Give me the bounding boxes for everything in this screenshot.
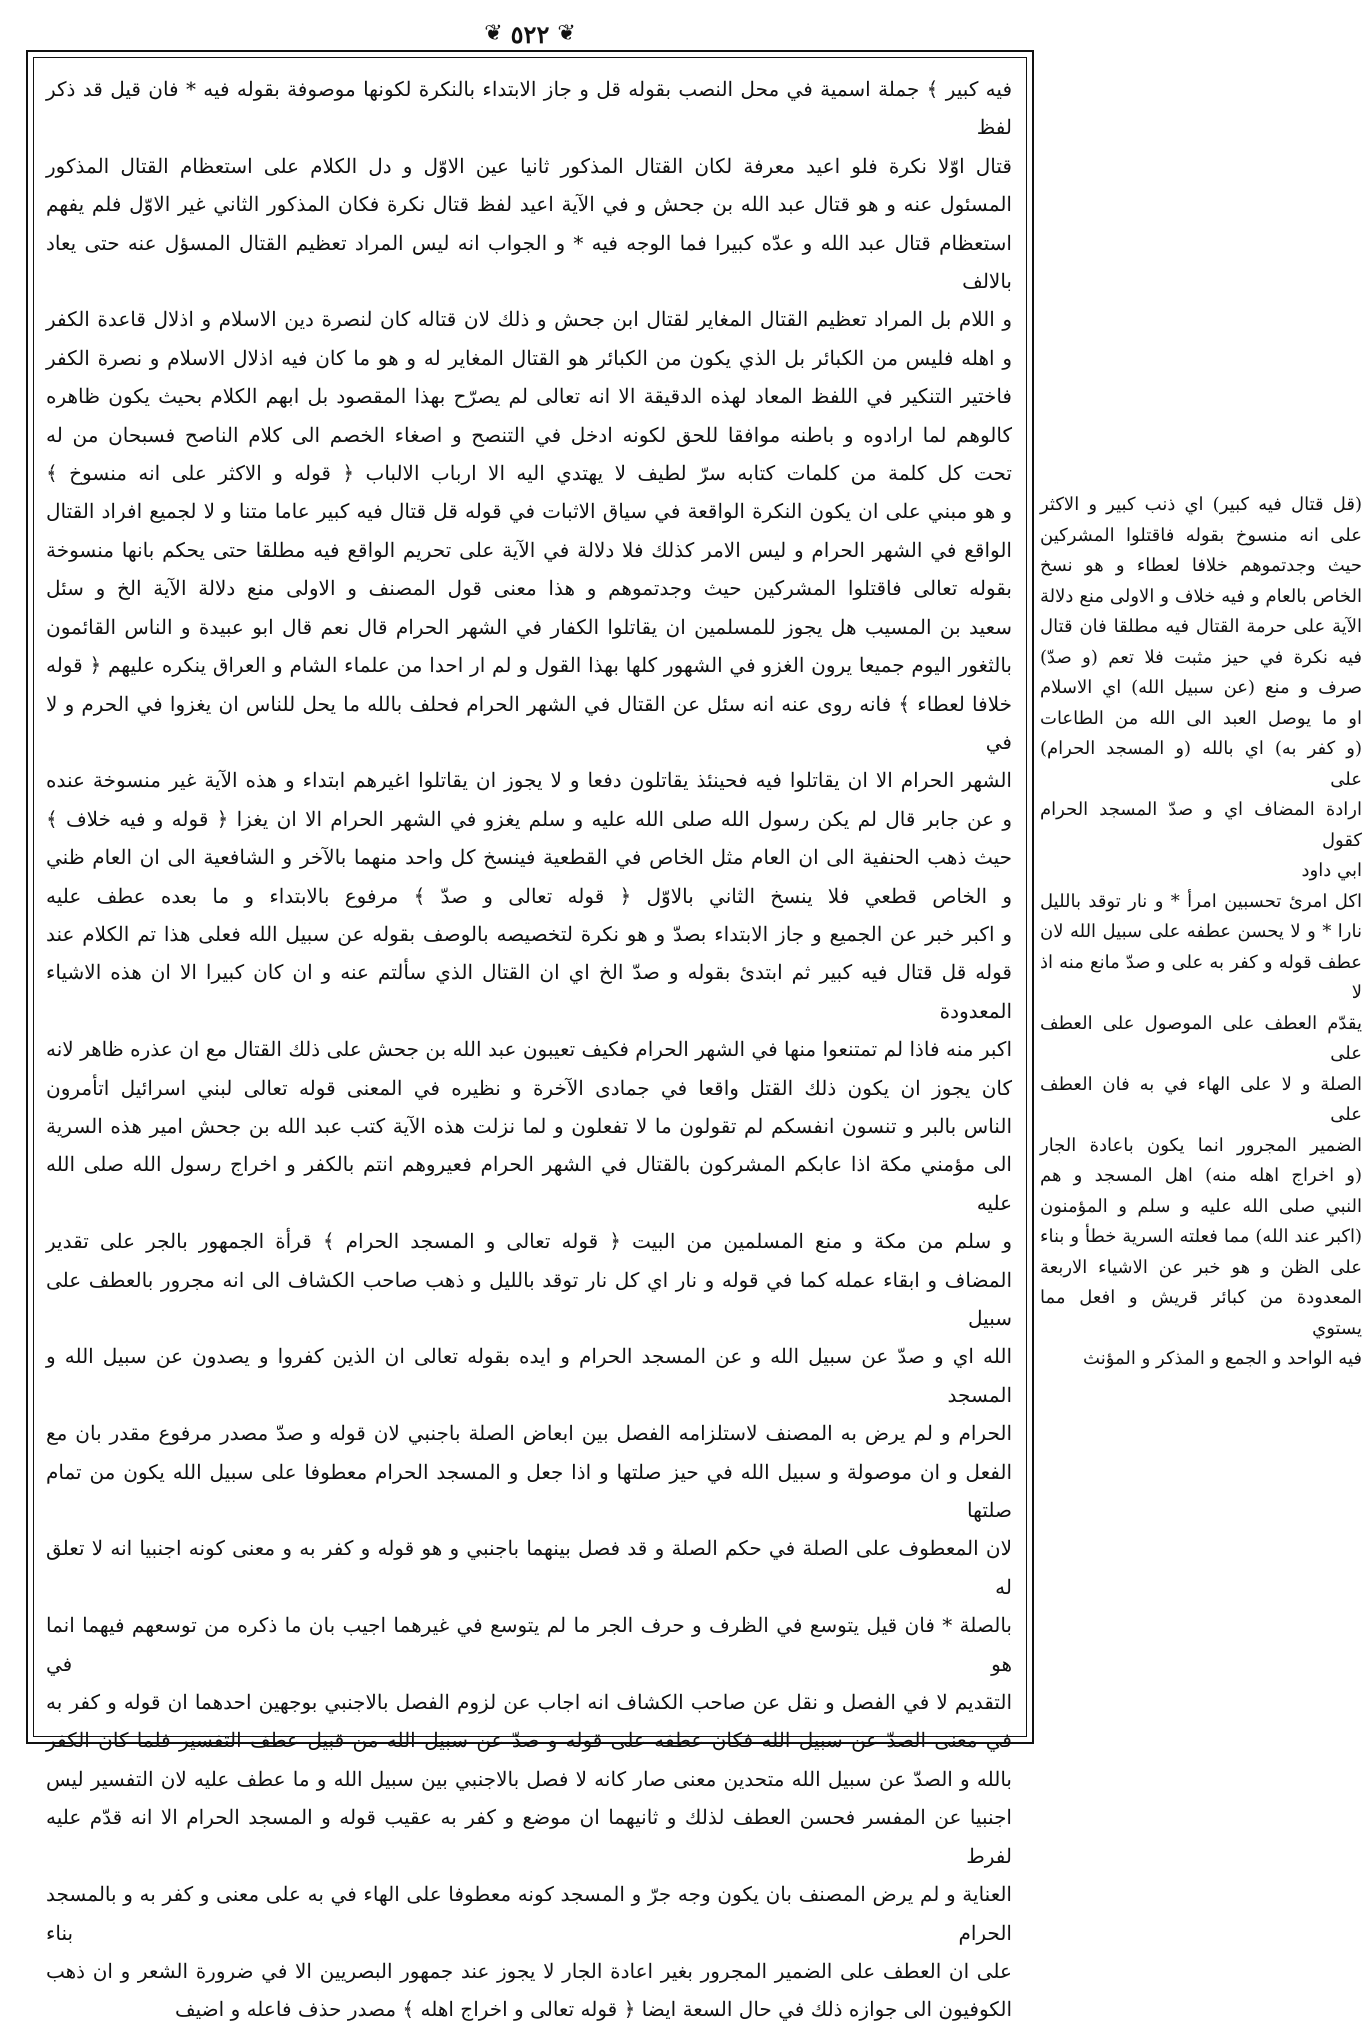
main-text-line: بقوله تعالى فاقتلوا المشركين حيث وجدتموهم و هذا معنى قول المصنف و الاولى منع دلالة الآية الخ و سئل [46,576,1012,601]
side-text-line: (قل قتال فيه كبير) اي ذنب كبير و الاكثر [1040,494,1362,515]
main-text-line: و الخاص قطعي فلا ينسخ الثاني بالاوّل ﴿ قوله تعالى و صدّ ﴾ مرفوع بالابتداء و ما بعده عطف عليه [46,883,1012,908]
side-text-line: فيه نكرة في حيز مثبت فلا تعم (و صدّ) [1040,646,1362,668]
main-text-line: تحت كل كلمة من كلمات كتابه سرّ لطيف لا يهتدي اليه الا ارباب الالباب ﴿ قوله و الاكثر على انه منسوخ ﴾ [46,461,1012,486]
main-text-line: اكبر منه فاذا لم تمتنعوا منها في الشهر الحرام فكيف تعيبون عبد الله بن جحش على ذلك القتال مع ان عذره ظاهر لانه [46,1037,1012,1062]
main-text-line: الحرام و لم يرض به المصنف لاستلزامه الفصل بين ابعاض الصلة باجنبي لان قوله و صدّ مصدر مرفوع مقدر بان مع [46,1421,1012,1446]
main-text-line: بالصلة * فان قيل يتوسع في الظرف و حرف الجر ما لم يتوسع في غيرهما اجيب بان ما ذكره من توسعهم فيهما انما هو في [46,1613,1012,1676]
main-text-line: على ان العطف على الضمير المجرور بغير اعادة الجار لا يجوز عند جمهور البصريين الا في ضرورة الشعر و ان ذهب [46,1958,1012,1983]
main-text-line: و اكبر خبر عن الجميع و جاز الابتداء بصدّ و هو نكرة لتخصيصه بالوصف بقوله عن سبيل الله فعلى هذا تم الكلام عند [46,921,1012,946]
side-text-line: او ما يوصل العبد الى الله من الطاعات [1040,707,1362,729]
side-text-line: ارادة المضاف اي و صدّ المسجد الحرام كقول [1040,799,1362,851]
main-commentary-frame [26,50,1034,2022]
main-text-line: اجنبيا عن المفسر فحسن العطف لذلك و ثانيهما ان موضع و كفر به عقيب قوله و المسجد الحرام الا انه قدّم عليه لفرط [46,1805,1012,1868]
main-text-line: و اللام بل المراد تعظيم القتال المغاير لقتال ابن جحش و ذلك لان قتاله كان لنصرة دين الاسلام و اذلال قاعدة الكفر [46,307,1012,332]
main-text-line: الكوفيون الى جوازه ذلك في حال السعة ايضا ﴿ قوله تعالى و اخراج اهله ﴾ مصدر حذف فاعله و اضيف [174,1997,1012,2022]
main-text-line: لان المعطوف على الصلة في حكم الصلة و قد فصل بينهما باجنبي و هو قوله و كفر به و معنى كونه اجنبيا انه لا تعلق له [46,1536,1012,1599]
side-text-line: عطف قوله و كفر به على و صدّ مانع منه اذ لا [1040,951,1362,1003]
main-text-line: الواقع في الشهر الحرام و ليس الامر كذلك فلا دلالة في الآية على تحريم الواقع فيه مطلقا حتى يحكم بانها منسوخة [46,537,1012,562]
side-text-line: على انه منسوخ بقوله فاقتلوا المشركين [1040,524,1362,546]
side-text-line: حيث وجدتموهم خلافا لعطاء و هو نسخ [1040,555,1362,576]
side-text-line: ابي داود [1301,860,1362,881]
main-text-line: بالثغور اليوم جميعا يرون الغزو في الشهور كلها بهذا القول و لم ار احدا من علماء الشام و العراق ينكره عليهم ﴿ قوله [46,653,1012,678]
side-text-line: نارا * و لا يحسن عطفه على سبيل الله لان [1040,921,1362,942]
side-text-line: اكل امرئ تحسبين امرأ * و نار توقد بالليل [1040,890,1362,912]
main-text-line: فاختير التنكير في اللفظ المعاد لهذه الدقيقة الا انه تعالى لم يصرّح بهذا المقصود بل ابهم الكلام بحيث يكون ظاهره [46,384,1012,409]
side-text-line: الصلة و لا على الهاء في به فان العطف على [1040,1073,1362,1125]
marginal-tafsir-column [1040,490,1362,1369]
main-text-line: قوله قل قتال فيه كبير ثم ابتدئ بقوله و صدّ الخ اي ان القتال الذي سألتم عنه و ان كان كبيرا الا ان هذه الاشياء المعدودة [46,960,1012,1023]
side-text-line: على الظن و هو خبر عن الاشياء الاربعة [1040,1256,1362,1278]
main-text-line: العناية و لم يرض المصنف بان يكون وجه جرّ و المسجد كونه معطوفا على الهاء في به على معنى و كفر به و بالمسجد الحرام بناء [46,1882,1012,1945]
main-text-line: بالله و الصدّ عن سبيل الله متحدين معنى صار كانه لا فصل بالاجنبي بين سبيل الله و ما عطف عليه لان التفسير ليس [46,1766,1012,1791]
main-text-line: كان يجوز ان يكون ذلك القتل واقعا في جمادى الآخرة و نظيره في المعنى قوله تعالى لبني اسرائيل اتأمرون [46,1075,1012,1100]
main-text-line: الشهر الحرام الا ان يقاتلوا فيه فحينئذ يقاتلون دفعا و لا يجوز ان يقاتلوا اغيرهم ابتداء و هذه الآية غير منسوخة عنده [46,768,1012,793]
main-text-line: و هو مبني على ان يكون النكرة الواقعة في سياق الاثبات في قوله قل قتال فيه كبير عاما متنا و لا لجميع افراد القتال [46,499,1012,524]
main-text-line: قتال اوّلا نكرة فلو اعيد معرفة لكان القتال المذكور ثانيا عين الاوّل و دل الكلام على استعظام القتال المذكور [46,153,1012,178]
main-text-line: خلافا لعطاء ﴾ فانه روى عنه انه سئل عن القتال في الشهر الحرام فحلف بالله ما يحل للناس ان يغزوا في الحرم و لا في [46,691,1012,754]
main-text-line: و اهله فليس من الكبائر بل الذي يكون من الكبائر هو القتال المغاير له و هو ما كان فيه اذلال الاسلام و نصرة الكفر [46,345,1012,370]
side-text-line: (و اخراج اهله منه) اهل المسجد و هم [1040,1165,1362,1186]
main-text-line: كالوهم لما ارادوه و باطنه موافقا للحق لكونه ادخل في التنصح و اصغاء الخصم الى كلام الناصح فسبحان من له [46,422,1012,447]
side-text-line: فيه الواحد و الجمع و المذكر و المؤنث [1083,1348,1362,1369]
side-text-line: النبي صلى الله عليه و سلم و المؤمنون [1040,1195,1362,1217]
ornament-right: ❦ [557,21,576,46]
side-text-line: صرف و منع (عن سبيل الله) اي الاسلام [1040,677,1362,698]
side-text-line: الخاص بالعام و فيه خلاف و الاولى منع دلالة [1040,585,1362,607]
ornament-left: ❦ [484,21,503,46]
side-text-line: (اكبر عند الله) مما فعلته السرية خطأ و بناء [1040,1226,1362,1247]
main-text-line: حيث ذهب الحنفية الى ان العام مثل الخاص في القطعية فينسخ كل واحد منهما بالآخر و الشافعية الى ان العام ظني [46,845,1012,870]
side-text-line: الآية على حرمة القتال فيه مطلقا فان قتال [1040,616,1362,637]
main-text-line: الله اي و صدّ عن سبيل الله و عن المسجد الحرام و ايده بقوله تعالى ان الذين كفروا و يصدون عن سبيل الله و المسجد [46,1344,1012,1407]
main-text-line: و سلم من مكة و منع المسلمين من البيت ﴿ قوله تعالى و المسجد الحرام ﴾ قرأة الجمهور بالجر على تقدير [46,1229,1012,1254]
side-text-line: (و كفر به) اي بالله (و المسجد الحرام) على [1040,738,1362,790]
main-text-line: في معنى الصدّ عن سبيل الله فكان عطفه على قوله و صدّ عن سبيل الله من قبيل عطف التفسير فلما كان الكفر [46,1728,1012,1753]
main-text-line: المضاف و ابقاء عمله كما في قوله و نار اي كل نار توقد بالليل و ذهب صاحب الكشاف الى انه مجرور بالعطف على سبيل [46,1267,1012,1330]
page-number: ٥٢٢ [510,19,550,49]
main-text-line: فيه كبير ﴾ جملة اسمية في محل النصب بقوله قل و جاز الابتداء بالنكرة لكونها موصوفة بقوله فيه * فان قيل قد ذكر لفظ [46,77,1012,140]
main-text-line: الفعل و ان موصولة و سبيل الله في حيز صلتها و اذا جعل و المسجد الحرام معطوفا على سبيل الله يكون من تمام صلتها [46,1459,1012,1523]
page-header [430,14,630,54]
main-text-line: المسئول عنه و هو قتال عبد الله بن جحش و في الآية اعيد لفظ قتال نكرة فكان المذكور الثاني غير الاوّل فلم يفهم [46,192,1012,217]
main-text-line: الى مؤمني مكة اذا عابكم المشركون بالقتال في الشهر الحرام فعيروهم انتم بالكفر و اخراج رسول الله صلى الله عليه [46,1152,1012,1215]
main-text-line: استعظام قتال عبد الله و عدّه كبيرا فما الوجه فيه * و الجواب انه ليس المراد تعظيم القتال المسؤل عنه حتى يعاد بالالف [46,230,1012,294]
main-text-line: التقديم لا في الفصل و نقل عن صاحب الكشاف انه اجاب عن لزوم الفصل بالاجنبي بوجهين احدهما ان قوله و كفر به [46,1690,1012,1715]
main-text-line: سعيد بن المسيب هل يجوز للمسلمين ان يقاتلوا الكفار في الشهر الحرام قال نعم قال ابو عبيدة و الناس القائمون [46,614,1012,639]
main-text-line: و عن جابر قال لم يكن رسول الله صلى الله عليه و سلم يغزو في الشهر الحرام الا ان يغزا ﴿ قوله و فيه خلاف ﴾ [46,806,1012,831]
main-commentary-text [46,70,1012,2029]
main-text-line: الناس بالبر و تنسون انفسكم لم تقولون ما لا تفعلون و لما نزلت هذه الآية كتب عبد الله بن جحش امير هذه السرية [46,1113,1012,1138]
side-text-line: يقدّم العطف على الموصول على العطف على [1040,1012,1362,1064]
side-text-line: الضمير المجرور انما يكون باعادة الجار [1040,1134,1362,1156]
side-text-line: المعدودة من كبائر قريش و افعل مما يستوي [1040,1287,1362,1339]
marginal-tafsir-text [1040,490,1362,1375]
